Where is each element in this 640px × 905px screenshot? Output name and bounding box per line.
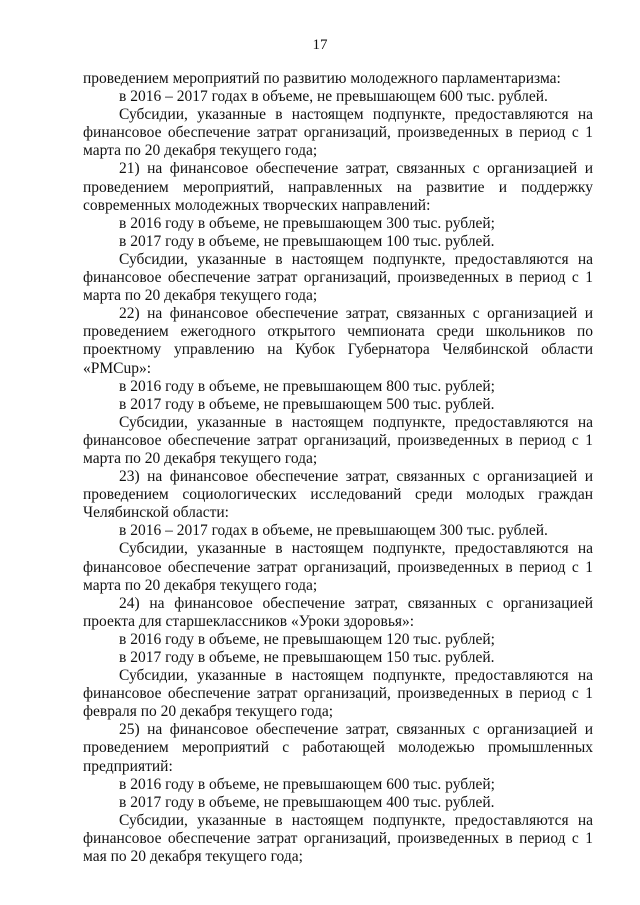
paragraph: Субсидии, указанные в настоящем подпункте, предоставляются на финансовое обеспечение затрат организаций, произведенных в период с 1 марта по 20 декабря текущего года; <box>83 540 593 594</box>
paragraph: проведением мероприятий по развитию молодежного парламентаризма: <box>83 70 561 87</box>
paragraph: 23) на финансовое обеспечение затрат, связанных с организацией и проведением социологических исследований среди молодых граждан Челябинской области: <box>83 468 593 522</box>
paragraph: в 2016 году в объеме, не превышающем 800 тыс. рублей; <box>119 377 495 395</box>
paragraph: Субсидии, указанные в настоящем подпункте, предоставляются на финансовое обеспечение затрат организаций, произведенных в период с 1 мая по 20 декабря текущего года; <box>83 811 593 866</box>
paragraph: в 2016 году в объеме, не превышающем 600 тыс. рублей; <box>119 775 495 793</box>
paragraph: в 2017 году в объеме, не превышающем 400 тыс. рублей. <box>119 793 495 811</box>
paragraph: Субсидии, указанные в настоящем подпункте, предоставляются на финансовое обеспечение затрат организаций, произведенных в период с 1 марта по 20 декабря текущего года; <box>83 413 593 467</box>
paragraph: Субсидии, указанные в настоящем подпункте, предоставляются на финансовое обеспечение затрат организаций, произведенных в период с 1 марта по 20 декабря текущего года; <box>83 250 593 305</box>
paragraph: 25) на финансовое обеспечение затрат, связанных с организацией и проведением мероприятий с работающей молодежью промышленных предприятий: <box>83 721 593 775</box>
paragraph: 24) на финансовое обеспечение затрат, связанных с организацией проекта для старшеклассников «Уроки здоровья»: <box>83 594 593 630</box>
paragraph: в 2016 – 2017 годах в объеме, не превышающем 600 тыс. рублей. <box>119 88 548 106</box>
paragraph: в 2016 году в объеме, не превышающем 300 тыс. рублей; <box>119 214 495 232</box>
paragraph: в 2017 году в объеме, не превышающем 150 тыс. рублей. <box>119 649 495 666</box>
paragraph: Субсидии, указанные в настоящем подпункте, предоставляются на финансовое обеспечение затрат организаций, произведенных в период с 1 февраля по 20 декабря текущего года; <box>83 667 593 721</box>
document-body <box>83 70 593 866</box>
paragraph: 22) на финансовое обеспечение затрат, связанных с организацией и проведением ежегодного открытого чемпионата среди школьников по проектному управлению на Кубок Губернатора Челябинской области «PMCup»: <box>83 305 593 377</box>
paragraph: 21) на финансовое обеспечение затрат, связанных с организацией и проведением мероприятий, направленных на развитие и поддержку современных молодежных творческих направлений: <box>83 160 593 214</box>
page-number: 17 <box>312 37 328 53</box>
paragraph: Субсидии, указанные в настоящем подпункте, предоставляются на финансовое обеспечение затрат организаций, произведенных в период с 1 марта по 20 декабря текущего года; <box>83 106 593 160</box>
paragraph: в 2017 году в объеме, не превышающем 100 тыс. рублей. <box>119 232 495 250</box>
paragraph: в 2017 году в объеме, не превышающем 500 тыс. рублей. <box>119 395 495 413</box>
paragraph: в 2016 году в объеме, не превышающем 120 тыс. рублей; <box>119 630 495 648</box>
paragraph: в 2016 – 2017 годах в объеме, не превышающем 300 тыс. рублей. <box>119 522 548 540</box>
